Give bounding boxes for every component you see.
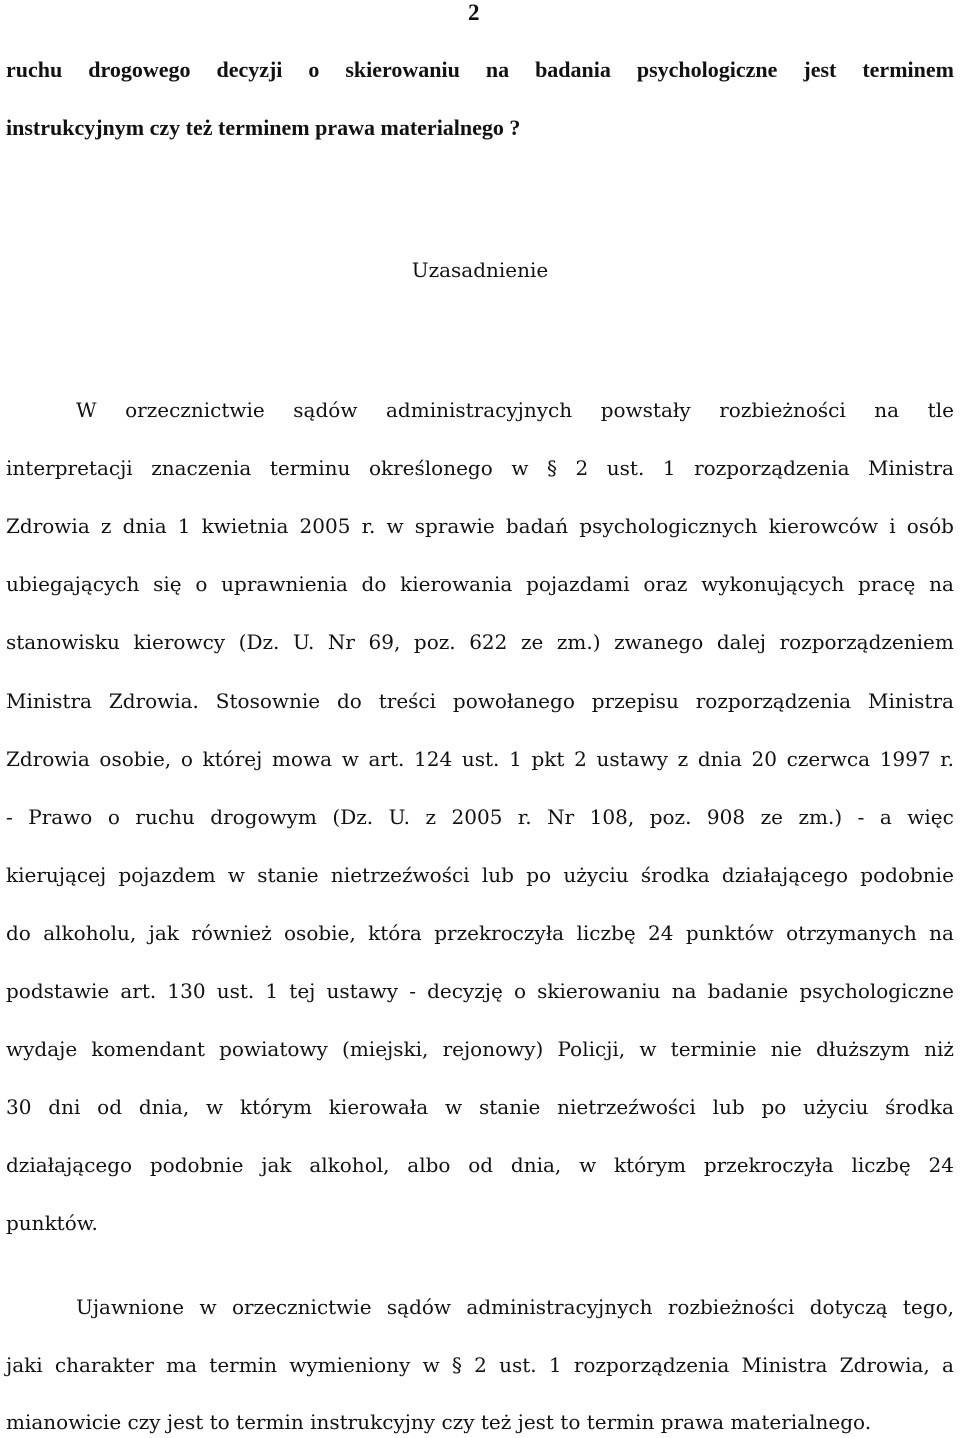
paragraph-2-line: Ujawnione w orzecznictwie sądów administracyjnych rozbieżności dotyczą tego, [76,1295,954,1319]
paragraph-1-line: podstawie art. 130 ust. 1 tej ustawy - decyzję o skierowaniu na badanie psychologiczne [6,979,954,1003]
paragraph-1-line: Zdrowia z dnia 1 kwietnia 2005 r. w sprawie badań psychologicznych kierowców i osób [6,514,954,539]
paragraph-1-line: Ministra Zdrowia. Stosownie do treści powołanego przepisu rozporządzenia Ministra [6,688,954,713]
paragraph-1-line: punktów. [6,1211,98,1236]
paragraph-1-line: do alkoholu, jak również osobie, która przekroczyła liczbę 24 punktów otrzymanych na [6,920,954,945]
paragraph-1-line: działającego podobnie jak alkohol, albo od dnia, w którym przekroczyła liczbę 24 [6,1153,954,1178]
paragraph-1-line: kierującej pojazdem w stanie nietrzeźwości lub po użyciu środka działającego podobnie [6,862,954,887]
question-line: instrukcyjnym czy też terminem prawa materialnego ? [6,115,521,140]
paragraph-1-line: interpretacji znaczenia terminu określonego w § 2 ust. 1 rozporządzenia Ministra [6,456,954,481]
question-line: ruchu drogowego decyzji o skierowaniu na badania psychologiczne jest terminem [6,57,954,82]
paragraph-2-line: jaki charakter ma termin wymieniony w § 2 ust. 1 rozporządzenia Ministra Zdrowia, a [6,1353,954,1377]
page-number: 2 [468,0,480,25]
paragraph-1-line: 30 dni od dnia, w którym kierowała w stanie nietrzeźwości lub po użyciu środka [6,1095,954,1120]
paragraph-1-line: - Prawo o ruchu drogowym (Dz. U. z 2005 r. Nr 108, poz. 908 ze zm.) - a więc [6,804,954,829]
paragraph-1-line: Zdrowia osobie, o której mowa w art. 124 ust. 1 pkt 2 ustawy z dnia 20 czerwca 1997 r. [6,746,954,771]
paragraph-1-line: stanowisku kierowcy (Dz. U. Nr 69, poz. 622 ze zm.) zwanego dalej rozporządzeniem [6,630,954,655]
section-heading: Uzasadnienie [411,258,549,282]
paragraph-1-line: W orzecznictwie sądów administracyjnych powstały rozbieżności na tle [76,398,954,422]
paragraph-2-line: mianowicie czy jest to termin instrukcyjny czy też jest to termin prawa materialnego. [6,1410,872,1434]
paragraph-1-line: wydaje komendant powiatowy (miejski, rejonowy) Policji, w terminie nie dłuższym niż [6,1037,954,1062]
paragraph-1-line: ubiegających się o uprawnienia do kierowania pojazdami oraz wykonujących pracę na [6,572,954,597]
